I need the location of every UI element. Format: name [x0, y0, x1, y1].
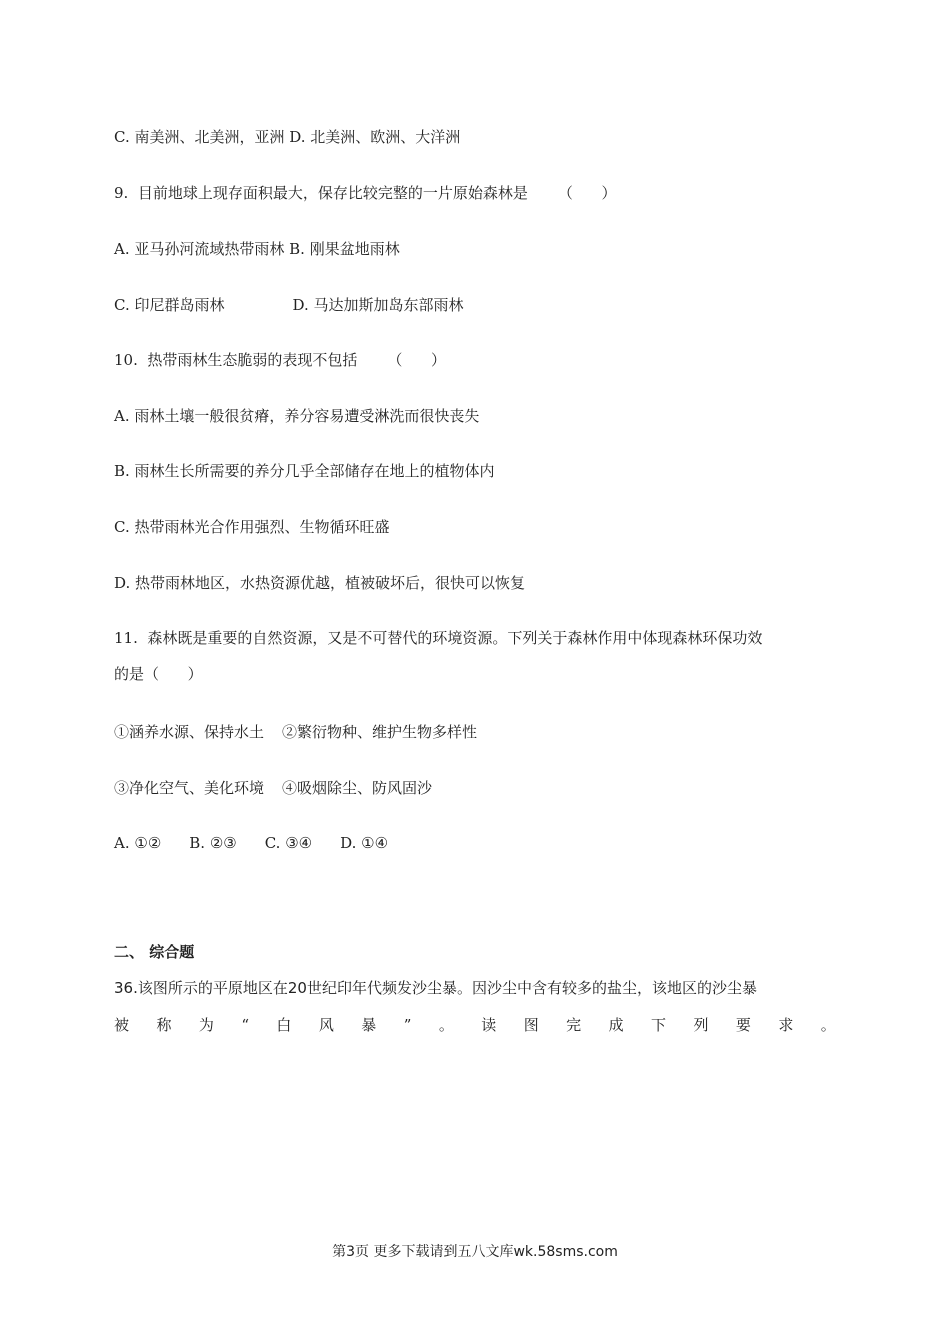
q36-char: 暴	[361, 1016, 377, 1034]
q11-item-3: ③净化空气、美化环境	[114, 779, 265, 797]
q36-char: 要	[735, 1016, 751, 1034]
q8-option-c: C. 南美洲、北美洲，亚洲	[114, 128, 285, 146]
q11-item-4: ④吸烟除尘、防风固沙	[282, 779, 433, 797]
q36-char: 白	[276, 1016, 292, 1034]
q8-options-cd	[114, 127, 460, 147]
q36-char: 读	[481, 1016, 497, 1034]
q36-char: 风	[318, 1016, 334, 1034]
q36-char: 完	[566, 1016, 582, 1034]
q36-char: 图	[523, 1016, 539, 1034]
q8-option-d: D. 北美洲、欧洲、大洋洲	[289, 128, 461, 146]
q36-char: “	[241, 1016, 249, 1034]
page-footer: 第3页 更多下载请到五八文库wk.58sms.com	[332, 1244, 618, 1260]
q11-stem-line2: 的是（ ）	[114, 665, 203, 683]
q9-option-a: A. 亚马孙河流域热带雨林	[114, 240, 285, 258]
q11-option-b: B. ②③	[189, 834, 237, 852]
q36-char: 被	[114, 1016, 130, 1034]
q36-char: 称	[156, 1016, 172, 1034]
q36-line2	[114, 1015, 836, 1035]
section-title: 二、 综合题	[114, 943, 195, 961]
q36-char: ”	[403, 1016, 412, 1034]
q9-stem	[114, 183, 616, 203]
q11-option-a: A. ①②	[114, 834, 162, 852]
q36-line1: 36.该图所示的平原地区在20世纪印年代频发沙尘暴。因沙尘中含有较多的盐尘，该地区的沙尘暴	[114, 979, 757, 997]
q10-option-b: B. 雨林生长所需要的养分几乎全部储存在地上的植物体内	[114, 462, 495, 480]
q9-option-d: D. 马达加斯加岛东部雨林	[292, 296, 464, 314]
q36-char: 成	[608, 1016, 624, 1034]
q11-item-1: ①涵养水源、保持水土	[114, 723, 265, 741]
q9-option-b: B. 刚果盆地雨林	[289, 240, 400, 258]
q36-char: 。	[820, 1016, 836, 1034]
q36-char: 求	[778, 1016, 794, 1034]
q10-stem	[114, 350, 446, 370]
q10-stem-text: 10. 热带雨林生态脆弱的表现不包括	[114, 351, 358, 369]
q11-stem-line1: 11. 森林既是重要的自然资源，又是不可替代的环境资源。下列关于森林作用中体现森林环保功效	[114, 629, 763, 647]
q36-char: 为	[198, 1016, 214, 1034]
q11-item-2: ②繁衍物种、维护生物多样性	[282, 723, 478, 741]
q10-answer-paren: （ ）	[387, 351, 447, 369]
q10-option-a: A. 雨林土壤一般很贫瘠，养分容易遭受淋洗而很快丧失	[114, 407, 480, 425]
q10-option-d: D. 热带雨林地区，水热资源优越，植被破坏后，很快可以恢复	[114, 574, 526, 592]
q36-char: 下	[651, 1016, 667, 1034]
q11-options	[114, 833, 388, 853]
q9-stem-text: 9. 目前地球上现存面积最大，保存比较完整的一片原始森林是	[114, 184, 528, 202]
q9-answer-paren: （ ）	[557, 184, 617, 202]
q11-items-34	[114, 778, 432, 798]
q11-option-c: C. ③④	[264, 834, 313, 852]
q9-option-c: C. 印尼群岛雨林	[114, 296, 225, 314]
q36-char: 列	[693, 1016, 709, 1034]
q10-option-c: C. 热带雨林光合作用强烈、生物循环旺盛	[114, 518, 390, 536]
q11-items-12	[114, 722, 477, 742]
q9-options-ab	[114, 239, 400, 259]
q9-options-cd	[114, 295, 464, 315]
q36-char: 。	[438, 1016, 454, 1034]
q11-option-d: D. ①④	[340, 834, 389, 852]
